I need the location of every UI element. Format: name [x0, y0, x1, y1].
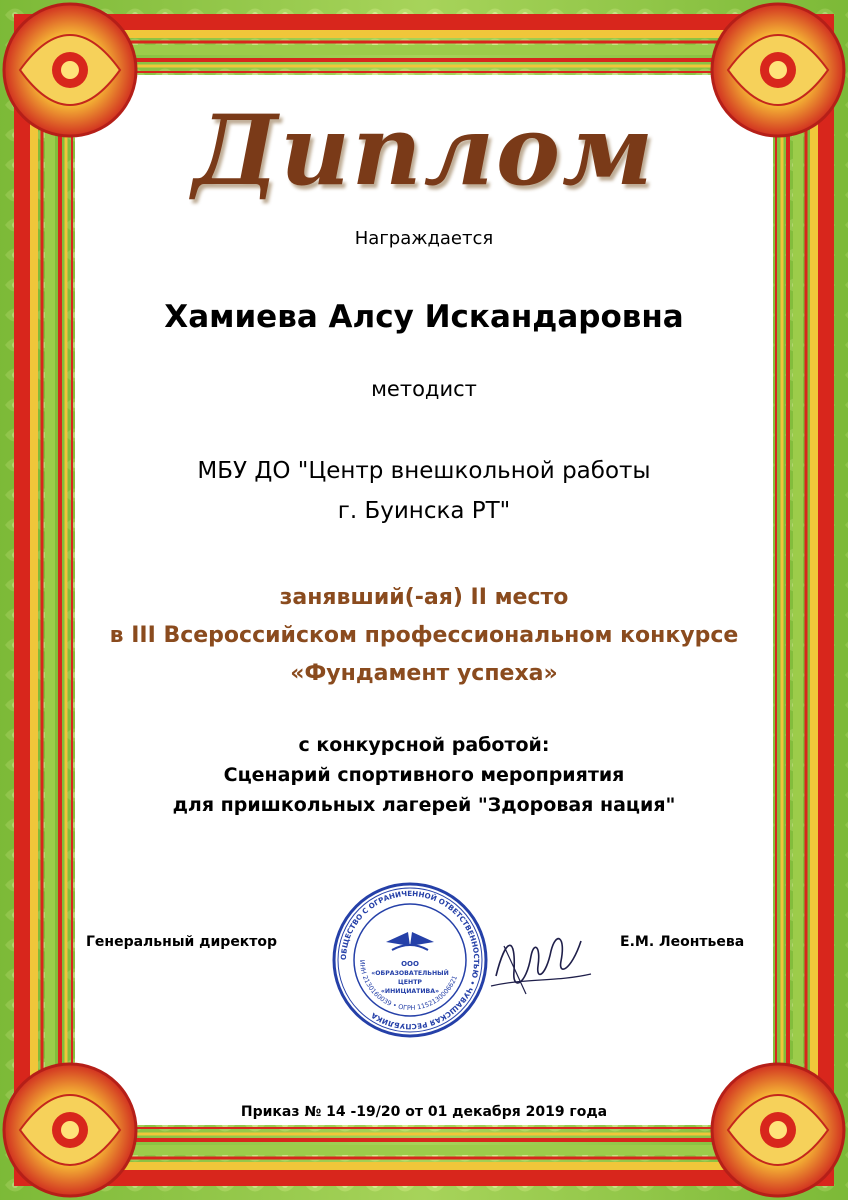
place-text: занявший(-ая) II место — [279, 585, 569, 610]
svg-text:ООО: ООО — [401, 960, 419, 968]
organization-line-1: МБУ ДО "Центр внешкольной работы — [197, 458, 651, 484]
svg-text:ОБЩЕСТВО С ОГРАНИЧЕННОЙ ОТВЕТС: ОБЩЕСТВО С ОГРАНИЧЕННОЙ ОТВЕТСТВЕННОСТЬЮ • ЧУВАШСКАЯ РЕСПУБЛИКА — [338, 888, 482, 1032]
signer-title: Генеральный директор — [86, 934, 278, 950]
work-intro: с конкурсной работой: — [298, 734, 550, 756]
svg-text:ЦЕНТР: ЦЕНТР — [398, 979, 422, 986]
corner-ornament-bottom-right — [712, 1064, 844, 1196]
svg-text:ИНН 2130160039 • ОГРН 11521300: ИНН 2130160039 • ОГРН 1152130006621 — [357, 959, 460, 1013]
recipient-position: методист — [371, 377, 477, 401]
work-title-line-2: для пришкольных лагерей "Здоровая нация" — [172, 794, 676, 816]
order-reference: Приказ № 14 -19/20 от 01 декабря 2019 года — [240, 1104, 608, 1120]
svg-text:«ОБРАЗОВАТЕЛЬНЫЙ: «ОБРАЗОВАТЕЛЬНЫЙ — [371, 970, 449, 977]
contest-name: «Фундамент успеха» — [290, 661, 558, 686]
svg-text:«ИНИЦИАТИВА»: «ИНИЦИАТИВА» — [380, 988, 440, 995]
organization-stamp — [330, 880, 490, 1040]
handwritten-signature — [486, 916, 596, 1006]
work-title-line-1: Сценарий спортивного мероприятия — [223, 764, 625, 786]
signer-name: Е.М. Леонтьева — [620, 934, 745, 950]
certificate-heading: Диплом — [192, 94, 656, 207]
organization-line-2: г. Буинска РТ" — [337, 498, 511, 524]
recipient-name: Хамиева Алсу Искандаровна — [164, 299, 684, 335]
contest-text: в III Всероссийском профессиональном конкурсе — [109, 623, 739, 648]
awarded-label: Награждается — [354, 228, 494, 249]
corner-ornament-bottom-left — [4, 1064, 136, 1196]
